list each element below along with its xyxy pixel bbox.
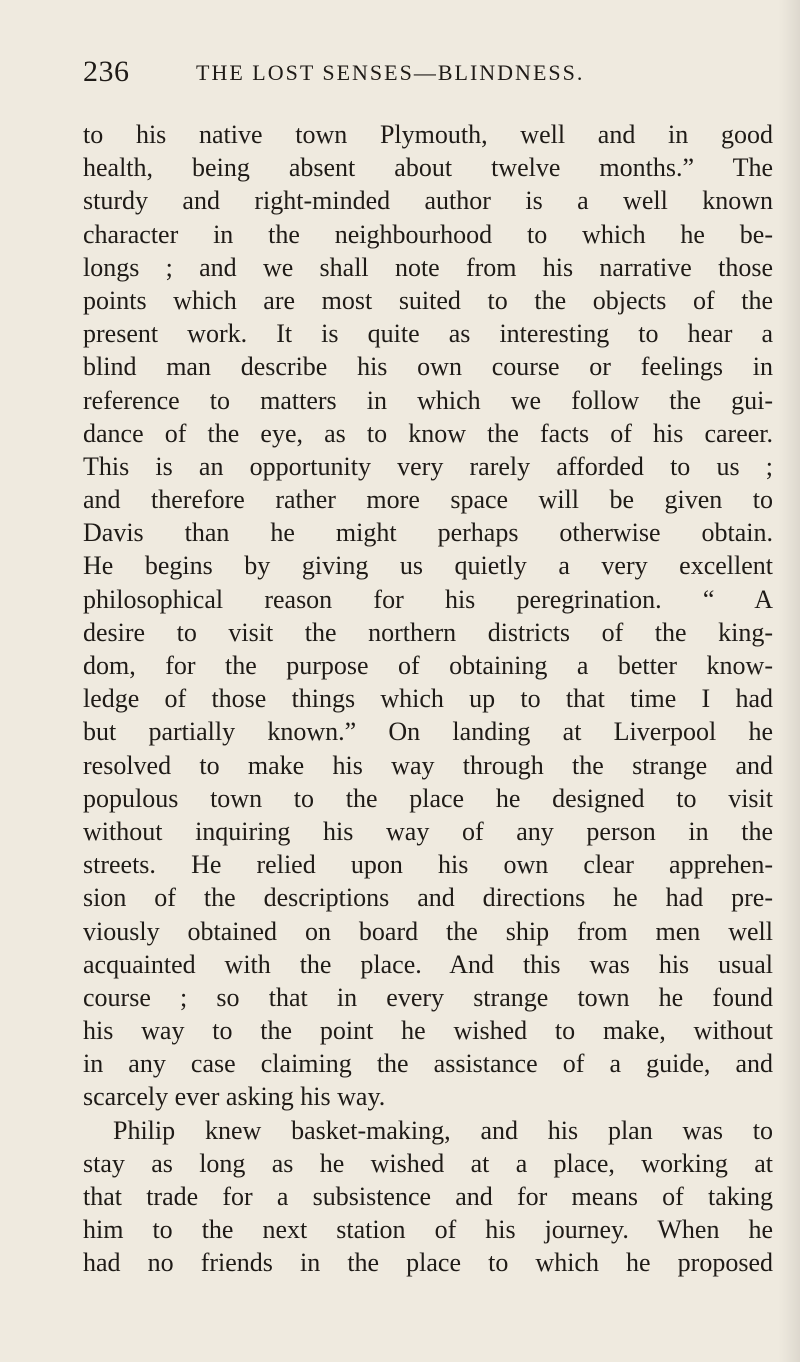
text-line: resolved to make his way through the strange and [83, 750, 773, 780]
text-line: scarcely ever asking his way. [83, 1082, 386, 1112]
running-head: THE LOST SENSES—BLINDNESS. [196, 60, 585, 85]
text-line: ledge of those things which up to that time I had [83, 684, 773, 714]
text-line: desire to visit the northern districts of the king- [83, 617, 773, 647]
text-line: viously obtained on board the ship from men well [83, 916, 773, 946]
text-line: blind man describe his own course or feelings in [83, 352, 773, 382]
text-line: dance of the eye, as to know the facts of his career. [83, 418, 773, 448]
text-line: populous town to the place he designed to visit [83, 783, 773, 813]
text-line: to his native town Plymouth, well and in good [83, 120, 773, 149]
text-line: dom, for the purpose of obtaining a better know- [83, 651, 773, 680]
text-line: in any case claiming the assistance of a guide, and [83, 1049, 773, 1079]
page-edge-shadow [778, 0, 800, 1362]
page-number: 236 [83, 55, 130, 88]
text-line: streets. He relied upon his own clear apprehen- [83, 850, 773, 880]
text-line: character in the neighbourhood to which he be- [83, 219, 773, 249]
text-line: Philip knew basket-making, and his plan was to [113, 1115, 773, 1145]
page-header [83, 55, 763, 95]
text-line: stay as long as he wished at a place, working at [83, 1148, 773, 1178]
text-line: sturdy and right-minded author is a well known [83, 186, 773, 216]
text-line: sion of the descriptions and directions he had pre- [83, 883, 773, 913]
text-line: had no friends in the place to which he proposed [83, 1248, 773, 1278]
text-line: him to the next station of his journey. When he [83, 1215, 773, 1245]
text-line: philosophical reason for his peregrination. “ A [83, 584, 773, 614]
text-line: He begins by giving us quietly a very excellent [83, 551, 773, 581]
text-line: reference to matters in which we follow the gui- [83, 385, 773, 415]
text-line: and therefore rather more space will be given to [83, 485, 773, 515]
text-line: without inquiring his way of any person in the [83, 816, 773, 846]
text-line: acquainted with the place. And this was his usual [83, 949, 773, 979]
text-line: longs ; and we shall note from his narrative those [83, 252, 773, 282]
text-line: Davis than he might perhaps otherwise obtain. [83, 518, 773, 548]
text-line: but partially known.” On landing at Liverpool he [83, 717, 773, 747]
text-line: present work. It is quite as interesting to hear a [83, 319, 773, 349]
text-line: This is an opportunity very rarely afforded to us ; [83, 451, 773, 481]
text-line: that trade for a subsistence and for means of taking [83, 1182, 773, 1211]
text-line: health, being absent about twelve months.” The [83, 153, 773, 183]
text-line: course ; so that in every strange town he found [83, 982, 773, 1012]
text-line: his way to the point he wished to make, without [83, 1016, 773, 1046]
text-line: points which are most suited to the objects of the [83, 285, 773, 315]
body-text [83, 118, 773, 1280]
